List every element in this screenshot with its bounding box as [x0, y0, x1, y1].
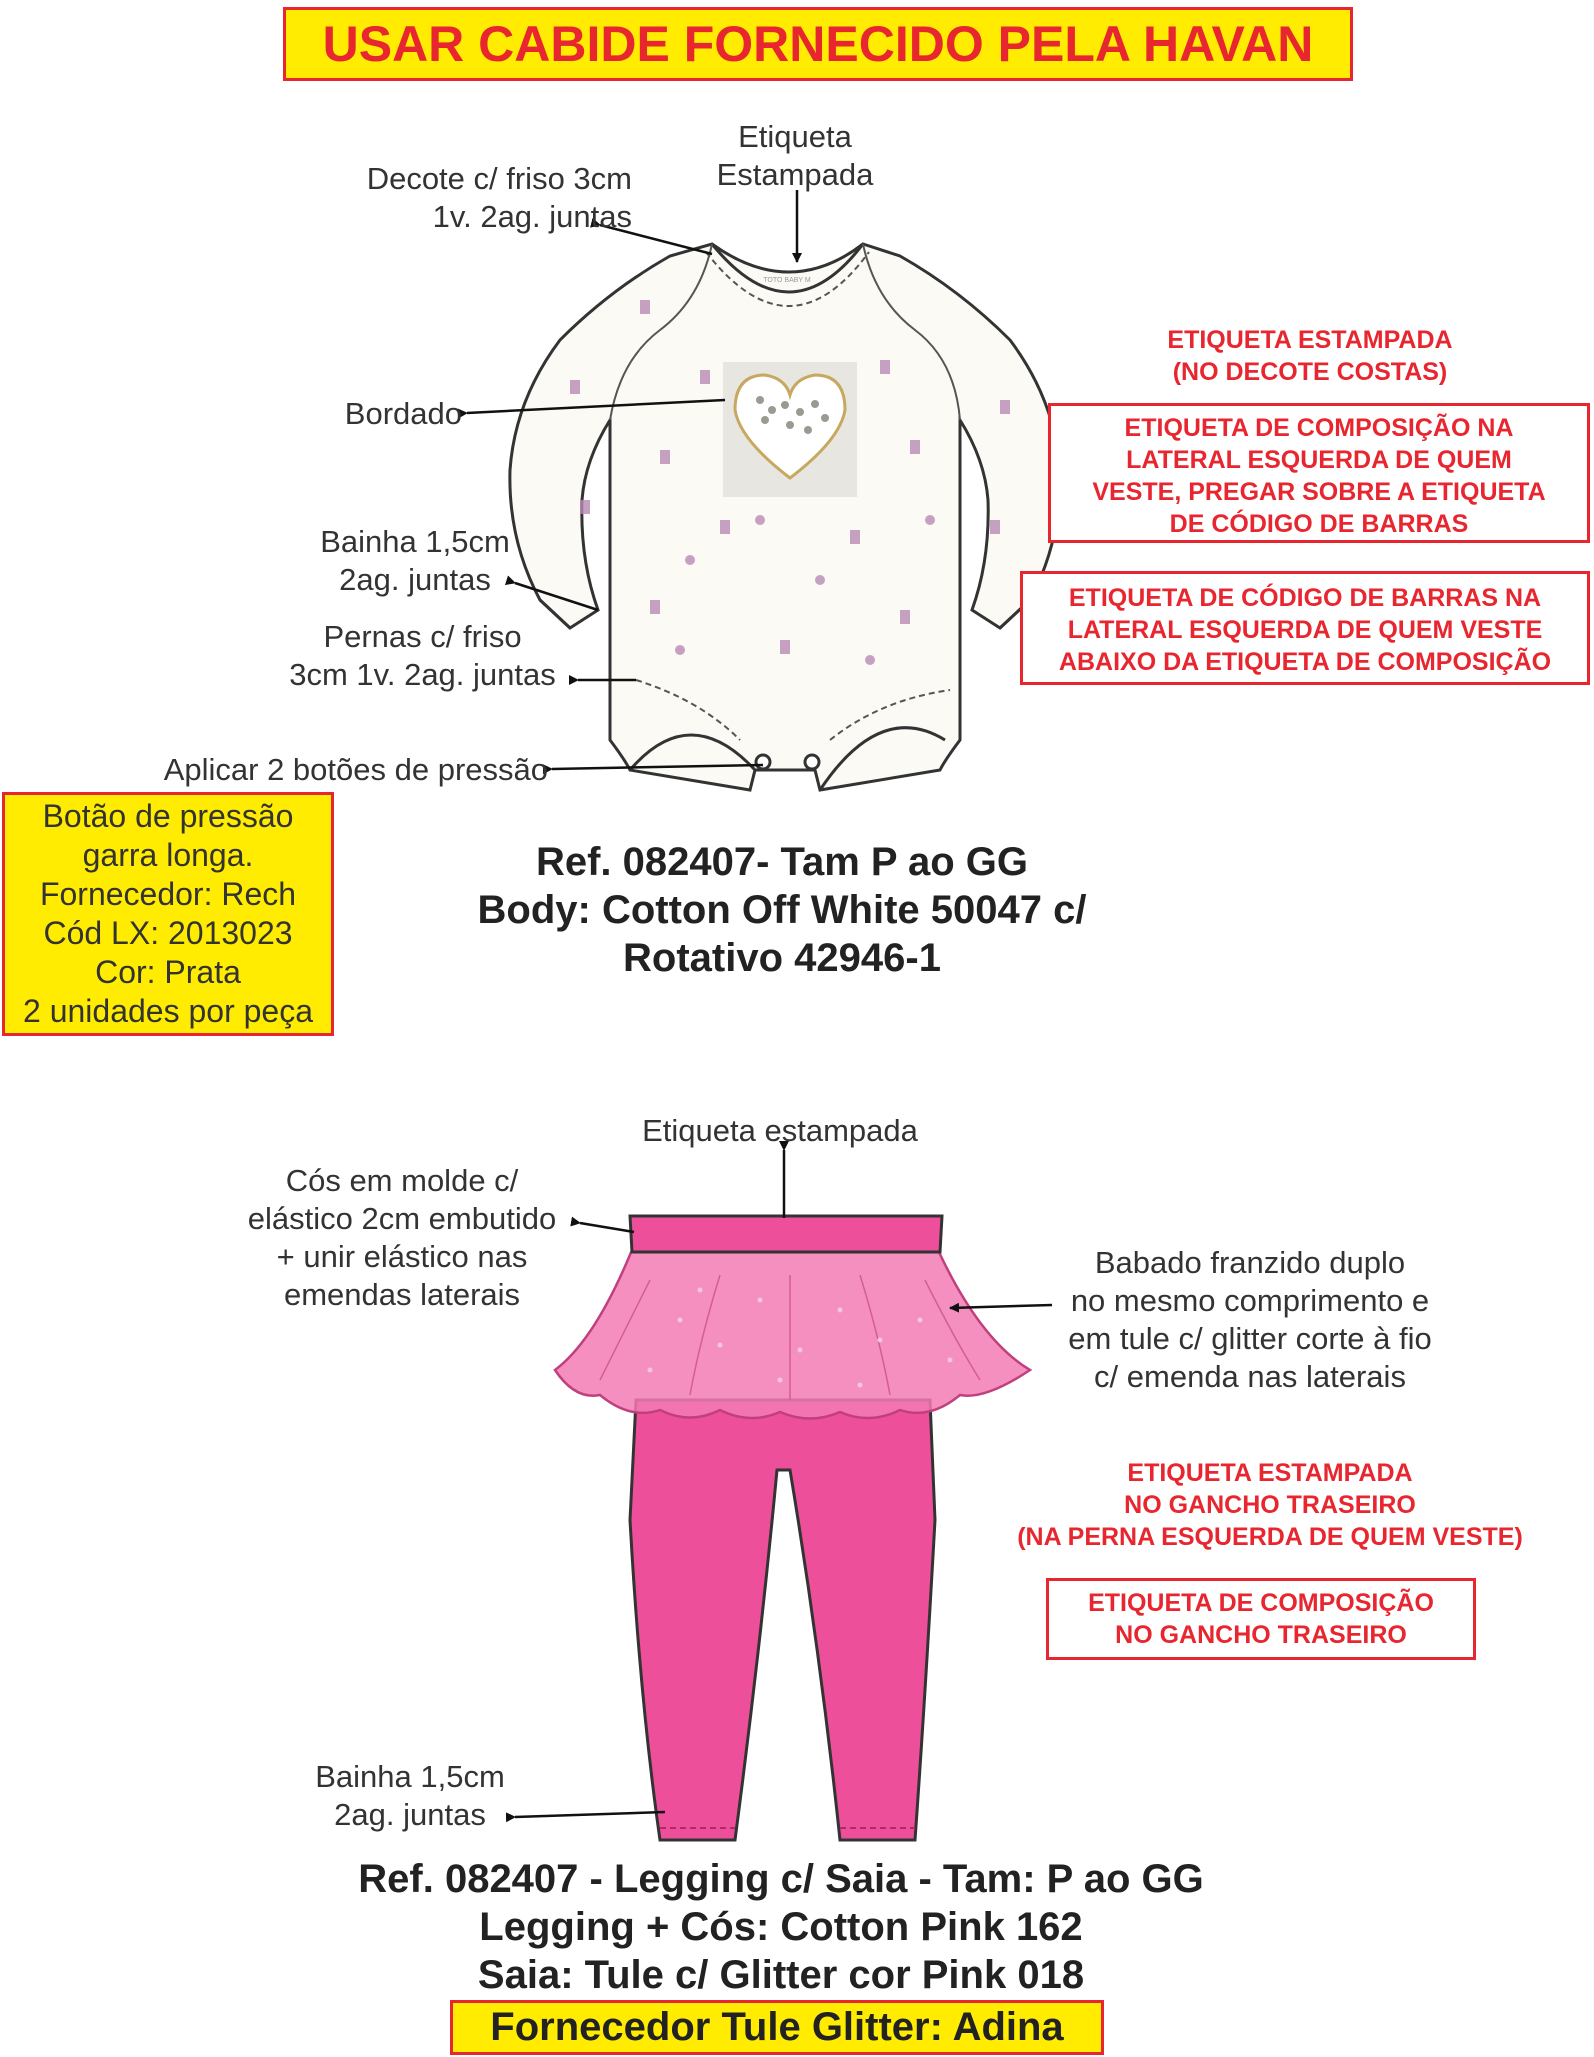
snap-right [805, 755, 819, 769]
label-etiqueta-estampada: Etiqueta Estampada [716, 119, 874, 192]
bodysuit-outline [510, 244, 1060, 790]
arrow-cos [580, 1223, 634, 1232]
bodysuit-drawing [510, 244, 1060, 790]
note-composicao-legging: ETIQUETA DE COMPOSIÇÃO NO GANCHO TRASEIRO [1046, 1578, 1476, 1660]
note-etiqueta-costas: ETIQUETA ESTAMPADA (NO DECOTE COSTAS) [1167, 326, 1453, 386]
label-babado: Babado franzido duplo no mesmo comprimento e em tule c/ glitter corte à fio c/ emenda nas laterais [1068, 1245, 1432, 1394]
label-bainha-legging: Bainha 1,5cm 2ag. juntas [315, 1759, 505, 1832]
note-composicao: ETIQUETA DE COMPOSIÇÃO NA LATERAL ESQUERDA DE QUEM VESTE, PREGAR SOBRE A ETIQUETA DE CÓDIGO DE BARRAS [1048, 403, 1590, 543]
tulle-supplier-box: Fornecedor Tule Glitter: Adina [450, 2000, 1104, 2055]
label-pernas: Pernas c/ friso 3cm 1v. 2ag. juntas [289, 619, 556, 692]
label-botoes: Aplicar 2 botões de pressão [163, 752, 548, 787]
banner-text: USAR CABIDE FORNECIDO PELA HAVAN [322, 16, 1314, 72]
tulle-skirt [555, 1250, 1030, 1419]
note-codigo-barras: ETIQUETA DE CÓDIGO DE BARRAS NA LATERAL ESQUERDA DE QUEM VESTE ABAIXO DA ETIQUETA DE COMPOSIÇÃO [1020, 571, 1590, 685]
note-etiqueta-gancho: ETIQUETA ESTAMPADA NO GANCHO TRASEIRO (NA PERNA ESQUERDA DE QUEM VESTE) [1017, 1459, 1523, 1551]
legging-drawing [555, 1216, 1030, 1840]
snap-left [756, 755, 770, 769]
label-bordado: Bordado [344, 396, 462, 431]
label-decote: Decote c/ friso 3cm 1v. 2ag. juntas [366, 161, 632, 234]
label-bainha: Bainha 1,5cm 2ag. juntas [320, 524, 510, 597]
body-reference: Ref. 082407- Tam P ao GG Body: Cotton Off White 50047 c/ Rotativo 42946-1 [477, 840, 1087, 980]
print-label: TOTO BABY M [763, 277, 811, 284]
arrow-bainha-legging [515, 1812, 665, 1817]
legging-reference: Ref. 082407 - Legging c/ Saia - Tam: P ao GG Legging + Cós: Cotton Pink 162 Saia: Tule c/ Glitter cor Pink 018 [358, 1857, 1204, 1997]
legging-legs [630, 1400, 935, 1840]
snap-supplier-box: Botão de pressão garra longa. Fornecedor: Rech Cód LX: 2013023 Cor: Prata 2 unidades por peça [2, 792, 334, 1036]
label-cos: Cós em molde c/ elástico 2cm embutido + unir elástico nas emendas laterais [247, 1163, 557, 1312]
label-etiqueta-legging: Etiqueta estampada [642, 1113, 918, 1148]
waistband [630, 1216, 942, 1252]
